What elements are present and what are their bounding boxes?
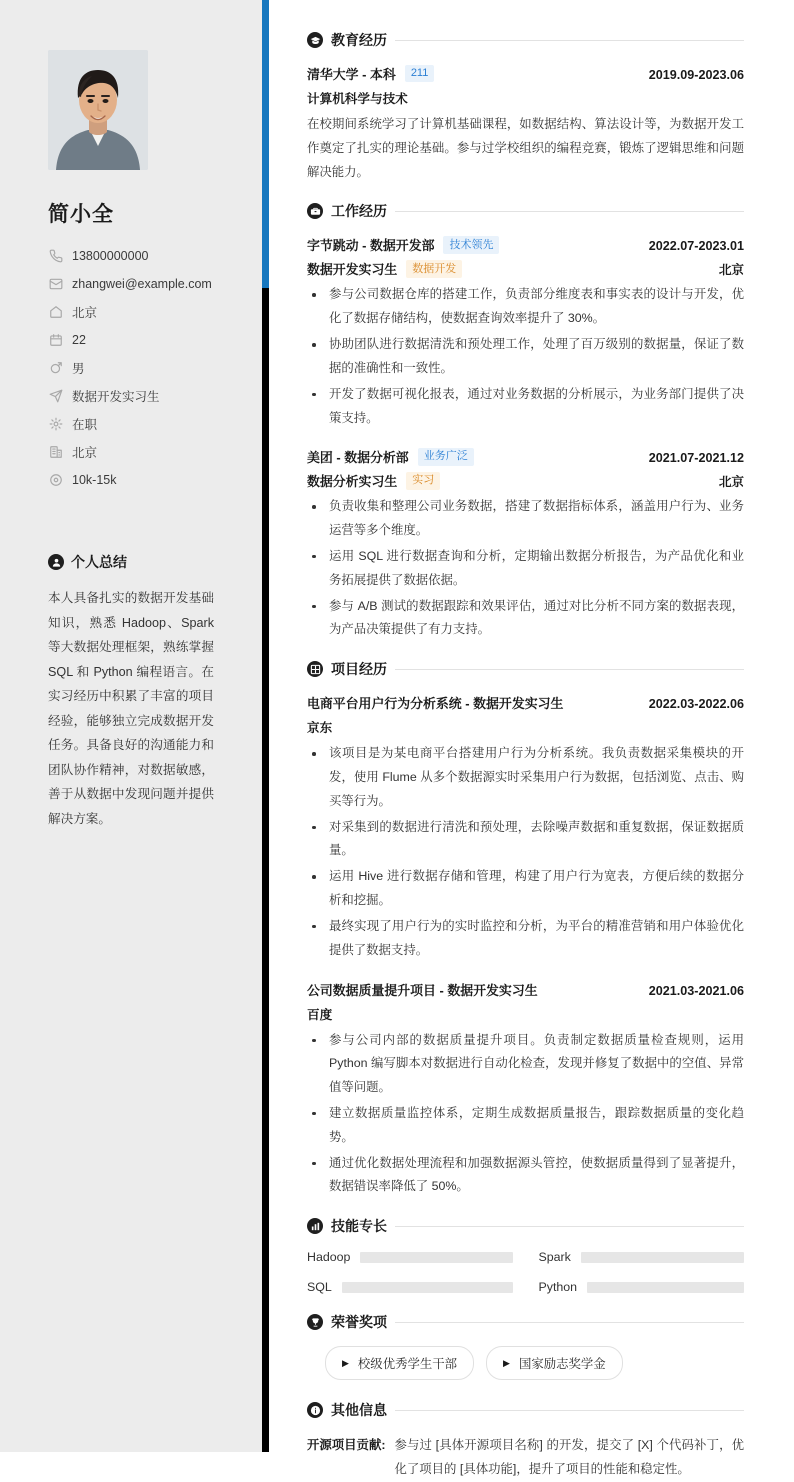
avatar bbox=[48, 50, 148, 170]
accent-bar-blue bbox=[262, 0, 269, 288]
skill-name: Hadoop bbox=[307, 1250, 351, 1265]
skill-item bbox=[307, 1280, 513, 1294]
work-company: 美团 - 数据分析部 bbox=[307, 450, 409, 466]
section-divider bbox=[395, 1226, 744, 1227]
trophy-icon bbox=[307, 1314, 323, 1330]
other-info-text: 参与过 [具体开源项目名称] 的开发，提交了 [X] 个代码补丁，优化了项目的 [具体功能]，提升了项目的性能和稳定性。 bbox=[394, 1438, 744, 1476]
skill-progress-track bbox=[581, 1252, 744, 1263]
candidate-name: 简小全 bbox=[48, 203, 114, 226]
info-item-target-role bbox=[48, 382, 262, 410]
main-content bbox=[262, 0, 794, 1476]
project-bullet: 通过优化数据处理流程和加强数据源头管控，使数据质量得到了显著提升，数据错误率降低了 50%。 bbox=[307, 1152, 744, 1200]
skill-name: Spark bbox=[538, 1250, 571, 1265]
section-awards bbox=[307, 1312, 744, 1380]
salary-icon bbox=[48, 473, 63, 488]
work-role-row bbox=[307, 259, 744, 278]
info-value-work-city: 北京 bbox=[72, 446, 98, 460]
award-chip[interactable] bbox=[325, 1346, 474, 1380]
section-projects bbox=[307, 659, 744, 1199]
work-role-tag: 数据开发 bbox=[406, 260, 462, 278]
info-item-hometown bbox=[48, 298, 262, 326]
work-entry-row bbox=[307, 447, 744, 466]
project-bullet: 最终实现了用户行为的实时监控和分析，为平台的精准营销和用户体验优化提供了数据支持。 bbox=[307, 915, 744, 963]
info-item-salary bbox=[48, 466, 262, 494]
info-value-email: zhangwei@example.com bbox=[72, 277, 212, 291]
project-bullet: 该项目是为某电商平台搭建用户行为分析系统。我负责数据采集模块的开发，使用 Flume 从多个数据源实时采集用户行为数据，包括浏览、点击、购买等行为。 bbox=[307, 742, 744, 813]
gender-icon bbox=[48, 361, 63, 376]
info-item-work-city bbox=[48, 438, 262, 466]
briefcase-icon bbox=[307, 203, 323, 219]
project-bullet: 运用 Hive 进行数据存储和管理，构建了用户行为宽表，方便后续的数据分析和挖掘。 bbox=[307, 865, 744, 913]
work-bullet-list bbox=[307, 495, 744, 642]
skill-progress-track bbox=[587, 1282, 744, 1293]
project-entry-row bbox=[307, 693, 744, 712]
project-entry-row bbox=[307, 980, 744, 999]
personal-summary-text: 本人具备扎实的数据开发基础知识，熟悉 Hadoop、Spark 等大数据处理框架，熟练掌握 SQL 和 Python 编程语言。在实习经历中积累了丰富的项目经验，能够独立完成数据开发任务。具备良好的沟通能力和团队协作精神，对数据敏感，善于从数据中发现问题并提供解决方案。 bbox=[48, 591, 214, 826]
calendar-icon bbox=[48, 333, 63, 348]
info-value-status: 在职 bbox=[72, 418, 98, 432]
education-date: 2019.09-2023.06 bbox=[648, 68, 744, 82]
personal-summary-header bbox=[48, 552, 214, 572]
section-header-work bbox=[307, 201, 744, 221]
section-header-other-info bbox=[307, 1400, 744, 1420]
project-title: 公司数据质量提升项目 - 数据开发实习生 bbox=[307, 982, 538, 998]
home-icon bbox=[48, 305, 63, 320]
info-value-age: 22 bbox=[72, 333, 86, 347]
section-header-education bbox=[307, 30, 744, 50]
section-divider bbox=[395, 211, 744, 212]
project-date: 2021.03-2021.06 bbox=[648, 983, 744, 998]
section-other-info bbox=[307, 1400, 744, 1482]
education-tag: 211 bbox=[405, 65, 435, 83]
work-role: 数据分析实习生 bbox=[307, 474, 398, 490]
skill-name: SQL bbox=[307, 1280, 332, 1295]
education-entry-row bbox=[307, 64, 744, 83]
mail-icon bbox=[48, 277, 63, 292]
project-company: 百度 bbox=[307, 1007, 333, 1022]
project-bullet: 对采集到的数据进行清洗和预处理，去除噪声数据和重复数据，保证数据质量。 bbox=[307, 816, 744, 864]
section-work bbox=[307, 201, 744, 642]
section-header-skills bbox=[307, 1216, 744, 1236]
project-grid-icon bbox=[307, 661, 323, 677]
info-item-email bbox=[48, 270, 262, 298]
info-item-gender bbox=[48, 354, 262, 382]
other-info-label: 开源项目贡献: bbox=[307, 1438, 386, 1453]
status-icon bbox=[48, 417, 63, 432]
work-company-tag: 业务广泛 bbox=[418, 448, 474, 466]
project-title: 电商平台用户行为分析系统 - 数据开发实习生 bbox=[307, 696, 564, 712]
section-divider bbox=[395, 1410, 744, 1411]
other-info-row bbox=[307, 1434, 744, 1482]
work-bullet: 运用 SQL 进行数据查询和分析，定期输出数据分析报告，为产品优化和业务拓展提供了数据依据。 bbox=[307, 545, 744, 593]
project-company: 京东 bbox=[307, 721, 333, 736]
project-bullet-list bbox=[307, 1029, 744, 1200]
work-company-tag: 技术领先 bbox=[443, 236, 499, 254]
chart-bar-icon bbox=[307, 1218, 323, 1234]
work-location: 北京 bbox=[718, 263, 744, 278]
info-value-salary: 10k-15k bbox=[72, 473, 117, 487]
project-date: 2022.03-2022.06 bbox=[648, 697, 744, 712]
section-skills bbox=[307, 1216, 744, 1294]
profile-photo bbox=[48, 50, 148, 170]
work-entry bbox=[307, 235, 744, 430]
work-bullet-list bbox=[307, 283, 744, 430]
section-divider bbox=[395, 40, 744, 41]
info-value-hometown: 北京 bbox=[72, 306, 98, 320]
section-title-projects: 项目经历 bbox=[331, 661, 387, 678]
work-bullet: 参与 A/B 测试的数据跟踪和效果评估，通过对比分析不同方案的数据表现，为产品决策提供了有力支持。 bbox=[307, 595, 744, 643]
play-triangle-icon: ▶ bbox=[342, 1357, 349, 1368]
skill-item bbox=[539, 1280, 745, 1294]
skill-name: Python bbox=[538, 1280, 578, 1295]
section-title-skills: 技能专长 bbox=[331, 1218, 387, 1235]
work-bullet: 协助团队进行数据清洗和预处理工作，处理了百万级别的数据量，保证了数据的准确性和一致性。 bbox=[307, 333, 744, 381]
skill-progress-track bbox=[360, 1252, 512, 1263]
info-item-phone bbox=[48, 242, 262, 270]
skills-grid bbox=[307, 1250, 744, 1294]
building-icon bbox=[48, 445, 63, 460]
info-value-gender: 男 bbox=[72, 362, 85, 376]
project-bullet: 参与公司内部的数据质量提升项目。负责制定数据质量检查规则，运用 Python 编写脚本对数据进行自动化检查，发现并修复了数据中的空值、异常值等问题。 bbox=[307, 1029, 744, 1100]
section-education bbox=[307, 30, 744, 184]
work-role: 数据开发实习生 bbox=[307, 262, 398, 278]
play-triangle-icon: ▶ bbox=[503, 1357, 510, 1368]
info-value-target-role: 数据开发实习生 bbox=[72, 390, 160, 404]
education-description: 在校期间系统学习了计算机基础课程，如数据结构、算法设计等，为数据开发工作奠定了扎实的理论基础。参与过学校组织的编程竞赛，锻炼了逻辑思维和问题解决能力。 bbox=[307, 117, 744, 179]
personal-summary-section bbox=[48, 552, 214, 831]
project-entry bbox=[307, 693, 744, 962]
section-divider bbox=[395, 669, 744, 670]
work-date: 2022.07-2023.01 bbox=[648, 239, 744, 254]
skill-item bbox=[307, 1250, 513, 1264]
work-bullet: 开发了数据可视化报表，通过对业务数据的分析展示，为业务部门提供了决策支持。 bbox=[307, 383, 744, 431]
awards-list bbox=[325, 1346, 744, 1380]
education-school: 清华大学 - 本科 bbox=[307, 67, 396, 82]
section-divider bbox=[395, 1322, 744, 1323]
section-header-awards bbox=[307, 1312, 744, 1332]
project-bullet: 建立数据质量监控体系，定期生成数据质量报告，跟踪数据质量的变化趋势。 bbox=[307, 1102, 744, 1150]
work-role-tag: 实习 bbox=[406, 472, 440, 490]
work-location: 北京 bbox=[718, 475, 744, 490]
project-entry bbox=[307, 980, 744, 1200]
award-label: 国家励志奖学金 bbox=[518, 1357, 606, 1372]
project-bullet-list bbox=[307, 742, 744, 962]
info-value-phone: 13800000000 bbox=[72, 249, 149, 263]
phone-icon bbox=[48, 249, 63, 264]
section-title-work: 工作经历 bbox=[331, 203, 387, 220]
education-entry bbox=[307, 64, 744, 184]
graduation-cap-icon bbox=[307, 32, 323, 48]
work-date: 2021.07-2021.12 bbox=[648, 451, 744, 466]
work-entry bbox=[307, 447, 744, 642]
sidebar bbox=[0, 0, 262, 1452]
award-chip[interactable] bbox=[486, 1346, 623, 1380]
award-label: 校级优秀学生干部 bbox=[357, 1357, 458, 1372]
contact-info-list bbox=[0, 242, 262, 494]
user-circle-icon bbox=[48, 554, 64, 570]
work-entry-row bbox=[307, 235, 744, 254]
section-title-education: 教育经历 bbox=[331, 32, 387, 48]
section-title-awards: 荣誉奖项 bbox=[331, 1314, 387, 1331]
info-item-status bbox=[48, 410, 262, 438]
work-role-row bbox=[307, 471, 744, 490]
send-icon bbox=[48, 389, 63, 404]
work-bullet: 负责收集和整理公司业务数据，搭建了数据指标体系，涵盖用户行为、业务运营等多个维度。 bbox=[307, 495, 744, 543]
accent-bar-black bbox=[262, 288, 269, 1452]
section-header-projects bbox=[307, 659, 744, 679]
skill-progress-track bbox=[342, 1282, 513, 1293]
education-major: 计算机科学与技术 bbox=[307, 92, 408, 106]
section-title-other-info: 其他信息 bbox=[331, 1402, 387, 1419]
work-company: 字节跳动 - 数据开发部 bbox=[307, 238, 435, 254]
info-item-age bbox=[48, 326, 262, 354]
skill-item bbox=[539, 1250, 745, 1264]
work-bullet: 参与公司数据仓库的搭建工作，负责部分维度表和事实表的设计与开发，优化了数据存储结构，使数据查询效率提升了 30%。 bbox=[307, 283, 744, 331]
personal-summary-title: 个人总结 bbox=[71, 554, 127, 570]
info-circle-icon bbox=[307, 1402, 323, 1418]
